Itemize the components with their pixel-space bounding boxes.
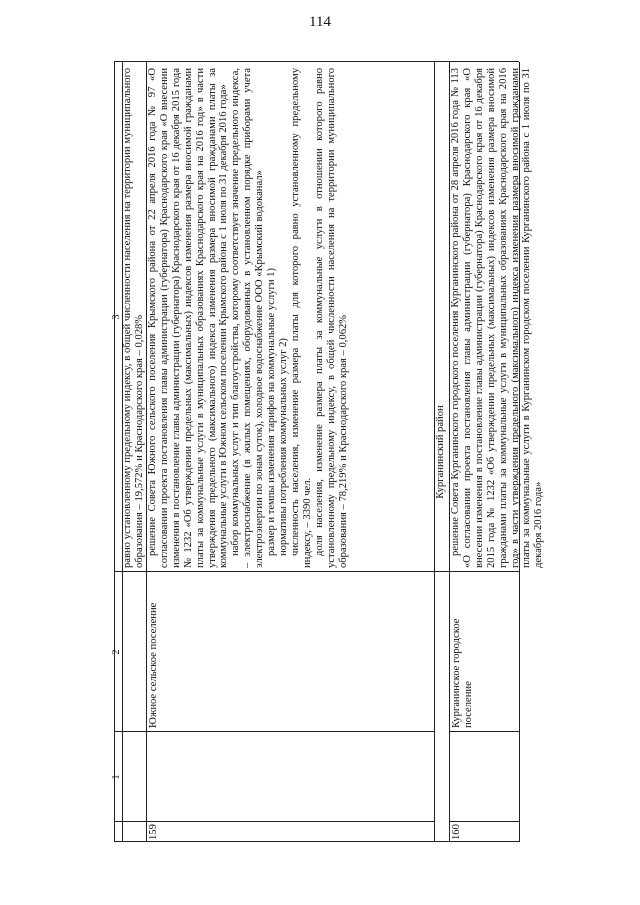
row159-tariffs: размер и темпы изменения тарифов на коммунальные услуги 1) bbox=[266, 268, 278, 556]
table-border-left bbox=[114, 841, 519, 842]
header-col3: 3 bbox=[111, 314, 122, 320]
rotated-table-frame bbox=[111, 62, 545, 842]
row159-decision: решение Совета Южного сельского поселения Крымского района от 22 апреля 2016 года № 97 «О согласовании проекта постановления главы администрации (губернатора) Краснодарского края «О внесении изменения в постановление главы администрации (губернатора) Краснодарского края от 16 декабря 2015 года № 1232 «Об утверждении предельных (максимальных) индексов изменения размера вносимой гражданами платы за коммунальные услуги в муниципальных образованиях Краснодарского края на 2016 год» в части утверждения предельного (максимального) индекса изменения размера вносимой гражданами платы за коммунальные услуги в Южном сельском поселении Крымского района с 1 июля по 31 декабря 2016 года» bbox=[147, 68, 230, 568]
table bbox=[111, 62, 545, 842]
row159-population: численность населения, изменение размера платы для которого равно установленному предельному индексу, – 3390 чел. bbox=[289, 68, 313, 568]
col-divider-1-2-lower bbox=[449, 731, 519, 732]
row159-norms: нормативы потребления коммунальных услуг 2) bbox=[277, 338, 289, 556]
continuation-text bbox=[122, 68, 146, 568]
page-number: 114 bbox=[309, 14, 331, 30]
row159-share: доля населения, изменение размера платы за коммунальные услуги в отношении которого равно установленному предельному индексу, в общей численности населения на территории муниципального образования – 78,219% и Краснодарского края – 0,062% bbox=[313, 68, 349, 568]
col-divider-1-2-upper bbox=[114, 731, 434, 732]
col-divider-number bbox=[114, 821, 434, 822]
row159-services-set: набор коммунальных услуг и тип благоустройства, которому соответствует значение предельного индекса, – электроснабжение (в жилых помещениях, оборудованных в установленном порядке приборами учета электроэнергии по зонам суток), холодное водоснабжение ООО «Крымский водоканал» bbox=[230, 68, 266, 568]
row159-name: Южное сельское поселение bbox=[148, 602, 159, 728]
table-border-right bbox=[114, 61, 519, 62]
row160-decision: решение Совета Курганинского городского поселения Курганинского района от 28 апреля 2016 года № 113 «О согласовании проекта постановления главы администрации (губернатора) Краснодарского края «О внесении изменения в постановление главы администрации (губернатора) Краснодарского края от 16 декабря 2015 года № 1232 «Об утверждении предельных (максимальных) индексов изменения размера вносимой гражданами платы за коммунальные услуги в муниципальных образованиях Краснодарского края на 2016 год» в части утверждения предельного (максимального) индекса изменения размера вносимой гражданами платы за коммунальные услуги в Курганинском городском поселении Курганинского района с 1 июля по 31 декабря 2016 года» bbox=[450, 68, 545, 568]
row160-content bbox=[450, 68, 545, 568]
row160-number: 160 bbox=[451, 824, 462, 840]
row159-number: 159 bbox=[148, 824, 159, 840]
header-col1: 1 bbox=[111, 774, 122, 780]
row160-name: Курганинское городское поселение bbox=[451, 618, 474, 728]
continuation-paragraph: равно установленному предельному индексу, в общей численности населения на территории муниципального образования – 19,572% и Краснодарского края – 0,028% bbox=[122, 68, 145, 568]
row159-content bbox=[147, 68, 434, 568]
header-col2: 2 bbox=[111, 649, 122, 655]
col-divider-2-3 bbox=[114, 571, 519, 572]
district-header: Курганинский район bbox=[435, 405, 446, 499]
